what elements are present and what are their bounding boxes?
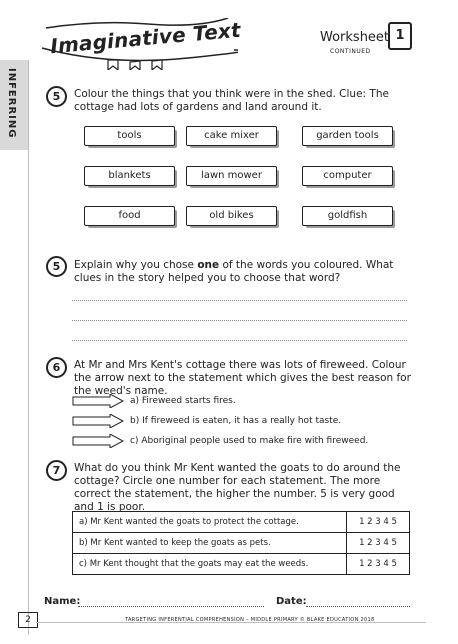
statement-b: b) If fireweed is eaten, it has a really hot taste.: [130, 416, 342, 426]
statement-a: a) Fireweed starts fires.: [130, 396, 236, 406]
statement-c: c) Aboriginal people used to make fire with fireweed.: [130, 436, 369, 446]
side-tab-label: INFERRING: [6, 68, 17, 139]
date-label: Date:: [276, 596, 307, 607]
question-number: 5: [46, 86, 67, 107]
word-block-food[interactable]: food: [84, 206, 179, 228]
question-text: What do you think Mr Kent wanted the goats to do around the cottage? Circle one number for each statement. The more correct the statement, the higher the number. 5 is very good and 1 is poor.: [74, 462, 401, 513]
answer-line[interactable]: [72, 340, 407, 341]
word-block-cake-mixer[interactable]: cake mixer: [186, 126, 281, 148]
row-statement: c) Mr Kent thought that the goats may eat the weeds.: [73, 554, 347, 575]
rating-scale[interactable]: 1 2 3 4 5: [347, 554, 410, 575]
table-row: [73, 554, 410, 575]
word-block-blankets[interactable]: blankets: [84, 166, 179, 188]
continued-label: CONTINUED: [330, 48, 371, 55]
row-statement: a) Mr Kent wanted the goats to protect the cottage.: [73, 512, 347, 533]
word-block-goldfish[interactable]: goldfish: [302, 206, 397, 228]
footer-credit: TARGETING INFERENTIAL COMPREHENSION – MIDDLE PRIMARY © BLAKE EDUCATION 2018: [125, 617, 375, 623]
word-block-garden-tools[interactable]: garden tools: [302, 126, 397, 148]
word-block-computer[interactable]: computer: [302, 166, 397, 188]
question-number: 5: [46, 256, 67, 277]
margin-line: [28, 60, 29, 635]
name-field[interactable]: [78, 606, 264, 607]
row-statement: b) Mr Kent wanted to keep the goats as pets.: [73, 533, 347, 554]
worksheet-number: 1: [388, 22, 412, 50]
question-text: Explain why you chose one of the words you coloured. What clues in the story helped you to choose that word?: [74, 259, 394, 284]
answer-line[interactable]: [72, 300, 407, 301]
side-tab: [0, 60, 28, 150]
arrow-a[interactable]: [72, 394, 124, 408]
arrow-c[interactable]: [72, 434, 124, 448]
date-field[interactable]: [306, 606, 410, 607]
question-text: At Mr and Mrs Kent's cottage there was lots of fireweed. Colour the arrow next to the statement which gives the best reason for the weed's name.: [74, 359, 411, 397]
name-label: Name:: [44, 596, 81, 607]
page-number: 2: [18, 612, 38, 628]
answer-line[interactable]: [72, 320, 407, 321]
rating-scale[interactable]: 1 2 3 4 5: [347, 512, 410, 533]
worksheet-label: Worksheet: [320, 30, 390, 45]
table-row: [73, 512, 410, 533]
question-text: Colour the things that you think were in the shed. Clue: The cottage had lots of gardens and land around it.: [74, 88, 389, 113]
word-block-lawn-mower[interactable]: lawn mower: [186, 166, 281, 188]
word-block-tools[interactable]: tools: [84, 126, 179, 148]
table-row: [73, 533, 410, 554]
arrow-b[interactable]: [72, 414, 124, 428]
rating-table: [72, 511, 410, 575]
word-block-old-bikes[interactable]: old bikes: [186, 206, 281, 228]
worksheet-title: Imaginative Text: [49, 17, 242, 59]
question-number: 6: [46, 357, 67, 378]
question-number: 7: [46, 460, 67, 481]
rating-scale[interactable]: 1 2 3 4 5: [347, 533, 410, 554]
